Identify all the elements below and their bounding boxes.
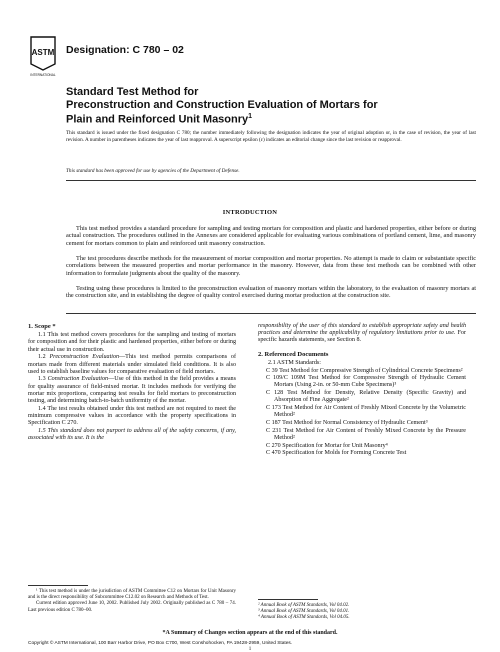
intro-paragraph-1: This test method provides a standard procedure for sampling and testing mortars for composition and plastic and hardened properties, either before or during actual construction. The procedures outlined in the Annexes are considered applicable for evaluating various combinations of portland cement, lime, and masonry cement for mortars common to plain and reinforced unit masonry construction. — [66, 225, 476, 247]
header-divider — [66, 180, 476, 181]
svg-text:INTERNATIONAL: INTERNATIONAL — [30, 73, 56, 77]
footnotes-right — [258, 603, 466, 622]
title-line-2: Preconstruction and Construction Evaluation of Mortars for — [66, 98, 378, 111]
page-number: 1 — [248, 647, 252, 652]
copyright-notice: Copyright © ASTM International, 100 Barr Harbor Drive, PO Box C700, West Conshohocken, PA 19428-2959, United States. — [28, 641, 293, 646]
scope-1-1: 1.1 This test method covers procedures for the sampling and testing of mortars for composition and for their plastic and hardened properties, either before or during their actual use in construction. — [28, 332, 236, 353]
summary-of-changes-note: *A Summary of Changes section appears at the end of this standard. — [162, 630, 338, 636]
intro-paragraph-2: The test procedures describe methods for the measurement of mortar composition and mortar properties. No attempt is made to claim or substantiate specific correlations between the measured properties and mortar performance in the masonry. However, data from these test methods can be combined with other information to formulate judgments about the quality of the masonry. — [66, 255, 476, 277]
reference-item: C 270 Specification for Mortar for Unit Masonry⁴ — [266, 442, 388, 449]
reference-item: C 109/C 109M Test Method for Compressive Strength of Hydraulic Cement Mortars (Using 2-in. or 50-mm Cube Specimens)³ — [266, 375, 466, 389]
reference-item: C 470 Specification for Molds for Forming Concrete Test — [266, 450, 407, 457]
intro-paragraph-3: Testing using these procedures is limited to the preconstruction evaluation of masonry mortars within the laboratory, to the evaluation of masonry mortars at the construction site, and in establishing the degree of quality control exercised during mortar production at the construction site. — [66, 285, 476, 300]
footnote-1-edition: Current edition approved June 10, 2002. Published July 2002. Originally published as C 780 – 74. Last previous edition C 780–00. — [28, 601, 236, 613]
footnote-divider-left — [28, 585, 88, 586]
standard-note: This standard is issued under the fixed designation C 780; the number immediately following the designation indicates the year of original adoption or, in the case of revision, the year of last revision. A number in parentheses indicates the year of last reapproval. A superscript epsilon (ε) indicates an editorial change since the last revision or reapproval. — [66, 130, 476, 143]
title-line-1: Standard Test Method for — [66, 86, 199, 98]
reference-item: C 128 Test Method for Density, Relative Density (Specific Gravity) and Absorption of Fine Aggregate² — [266, 390, 466, 404]
left-column — [28, 323, 236, 443]
scope-1-4: 1.4 The test results obtained under this test method are not required to meet the minimum compressive values in accordance with the property specifications in Specification C 270. — [28, 405, 236, 427]
designation: Designation: C 780 – 02 — [66, 44, 184, 56]
footnote-1: ¹ This test method is under the jurisdiction of ASTM Committee C12 on Mortars for Unit Masonry and is the direct responsibility of Subcommittee C12.02 on Research and Methods of Test. — [28, 589, 236, 601]
footnotes-left — [28, 589, 236, 614]
footnote-2: ² Annual Book of ASTM Standards, Vol 04.02. — [258, 603, 350, 608]
reference-item: C 173 Test Method for Air Content of Freshly Mixed Concrete by the Volumetric Method² — [266, 405, 466, 419]
astm-standards-subheading: 2.1 ASTM Standards: — [268, 359, 321, 366]
right-column — [258, 323, 466, 458]
document-title — [66, 86, 476, 126]
intro-heading: INTRODUCTION — [222, 209, 278, 216]
reference-item: C 231 Test Method for Air Content of Freshly Mixed Concrete by the Pressure Method² — [266, 427, 466, 441]
title-line-3: Plain and Reinforced Unit Masonry — [66, 113, 249, 126]
safety-continuation: responsibility of the user of this standard to establish appropriate safety and health practices and determine the applicability of regulatory limitations prior to use. For specific hazards statements, see Section 8. — [258, 323, 466, 344]
scope-1-2: 1.2 Preconstruction Evaluation—This test method permits comparisons of mortars made from different materials under simulated field conditions. It is also used to establish baseline values for comparative evaluation of field mortars. — [28, 354, 236, 375]
reference-item: C 187 Test Method for Normal Consistency of Hydraulic Cement³ — [266, 419, 428, 426]
reference-list — [258, 368, 466, 458]
footnote-3: ³ Annual Book of ASTM Standards, Vol 04.01. — [258, 609, 350, 615]
dod-note: This standard has been approved for use by agencies of the Department of Defense. — [66, 168, 240, 174]
astm-logo-icon — [28, 34, 58, 78]
footnote-divider-right — [258, 599, 318, 600]
svg-text:ASTM: ASTM — [31, 48, 55, 57]
title-footnote-mark: 1 — [248, 113, 253, 120]
scope-1-3: 1.3 Construction Evaluation—Use of this method in the field provides a means for quality assurance of field-mixed mortar. It includes methods for verifying the mortar mix proportions, comparing test results for field mortars to preconstruction testing, and determining batch-to-batch uniformity of the mortar. — [28, 376, 236, 405]
referenced-documents-heading: 2. Referenced Documents — [258, 350, 329, 358]
scope-heading: 1. Scope * — [28, 323, 56, 330]
scope-1-5: 1.5 This standard does not purport to address all of the safety concerns, if any, associated with its use. It is the — [28, 427, 236, 442]
reference-item: C 39 Test Method for Compressive Strength of Cylindrical Concrete Specimens² — [266, 367, 463, 374]
footnote-4: ⁴ Annual Book of ASTM Standards, Vol 04.05. — [258, 615, 350, 621]
intro-divider — [66, 313, 476, 314]
